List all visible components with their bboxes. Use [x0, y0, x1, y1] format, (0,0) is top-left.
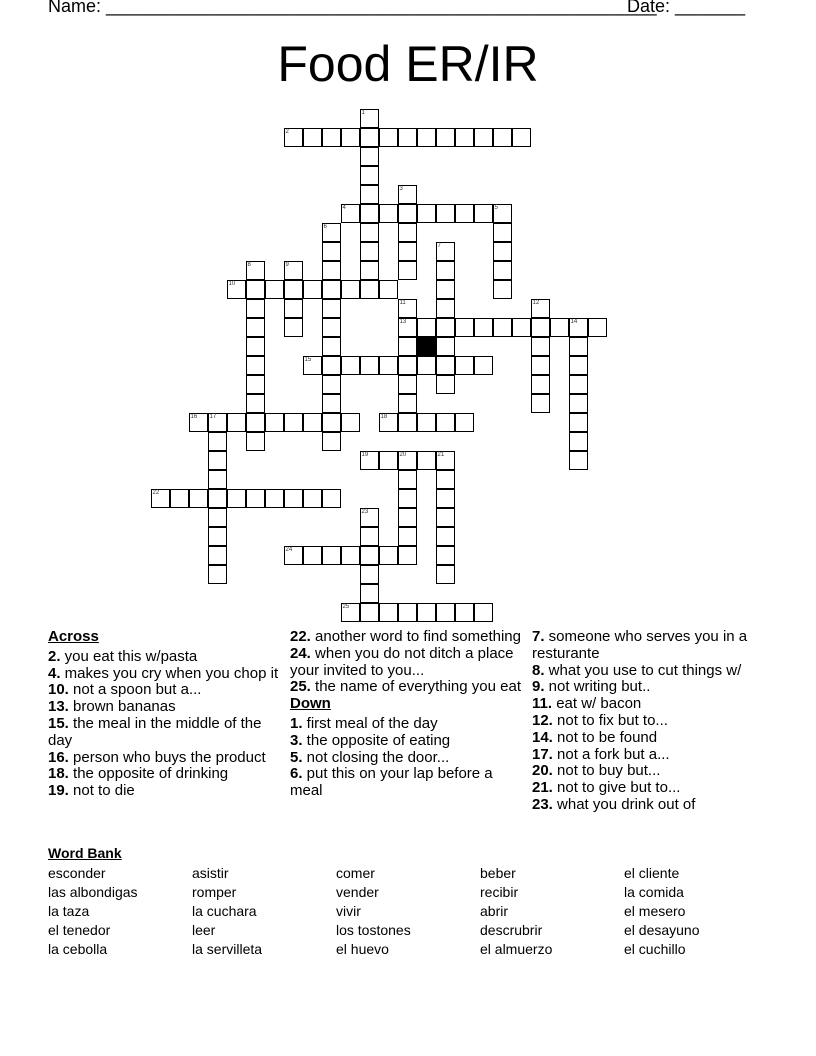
crossword-cell[interactable]	[322, 242, 341, 261]
crossword-cell[interactable]	[208, 489, 227, 508]
crossword-cell[interactable]	[398, 223, 417, 242]
crossword-cell[interactable]	[493, 242, 512, 261]
crossword-cell[interactable]	[284, 128, 303, 147]
crossword-cell[interactable]	[550, 318, 569, 337]
crossword-cell[interactable]	[341, 204, 360, 223]
cell-number: 2	[285, 128, 289, 135]
crossword-cell[interactable]	[379, 356, 398, 375]
crossword-cell[interactable]	[322, 318, 341, 337]
crossword-cell[interactable]	[322, 413, 341, 432]
crossword-cell[interactable]	[417, 603, 436, 622]
cell-number: 16	[190, 413, 198, 420]
clue-across-24: 24. when you do not ditch a place your invited to you...	[290, 644, 514, 679]
crossword-cell[interactable]	[284, 413, 303, 432]
cell-number: 23	[361, 508, 369, 515]
word-bank-column-3	[336, 864, 411, 959]
crossword-cell[interactable]	[493, 261, 512, 280]
crossword-cell[interactable]	[417, 318, 436, 337]
cell-number: 25	[342, 603, 350, 610]
cell-number: 13	[399, 318, 407, 325]
word-bank-item: el almuerzo	[480, 941, 553, 957]
crossword-cell[interactable]	[322, 489, 341, 508]
crossword-cell[interactable]	[398, 318, 417, 337]
word-bank-item: vender	[336, 884, 379, 900]
crossword-cell[interactable]	[246, 261, 265, 280]
word-bank-item: leer	[192, 922, 216, 938]
crossword-cell[interactable]	[436, 375, 455, 394]
crossword-cell[interactable]	[512, 128, 531, 147]
crossword-cell[interactable]	[246, 394, 265, 413]
crossword-cell[interactable]	[303, 128, 322, 147]
crossword-cell[interactable]	[436, 299, 455, 318]
crossword-cell[interactable]	[398, 451, 417, 470]
crossword-cell[interactable]	[284, 280, 303, 299]
clue-across-13: 13. brown bananas	[48, 698, 176, 716]
word-bank-item: el cliente	[624, 865, 680, 881]
cell-number: 8	[247, 261, 251, 268]
crossword-cell[interactable]	[379, 546, 398, 565]
crossword-cell[interactable]	[322, 261, 341, 280]
clue-across-16: 16. person who buys the product	[48, 748, 266, 766]
word-bank-item: la servilleta	[192, 941, 263, 957]
crossword-cell[interactable]	[360, 527, 379, 546]
word-bank-item: abrir	[480, 903, 509, 919]
crossword-cell[interactable]	[398, 128, 417, 147]
word-bank-item: romper	[192, 884, 237, 900]
crossword-cell[interactable]	[227, 413, 246, 432]
crossword-cell[interactable]	[398, 356, 417, 375]
across-heading: Across	[48, 628, 99, 645]
crossword-cell[interactable]	[436, 242, 455, 261]
crossword-cell[interactable]	[455, 603, 474, 622]
date-field-label[interactable]: Date: _______	[627, 0, 746, 16]
crossword-cell[interactable]	[436, 565, 455, 584]
crossword-cell[interactable]	[208, 470, 227, 489]
cell-number: 18	[380, 413, 388, 420]
crossword-cell[interactable]	[398, 375, 417, 394]
crossword-cell[interactable]	[436, 470, 455, 489]
clue-down-17: 17. not a fork but a...	[532, 745, 670, 763]
crossword-cell[interactable]	[246, 318, 265, 337]
cell-number: 11	[399, 299, 406, 306]
crossword-cell[interactable]	[360, 565, 379, 584]
crossword-cell[interactable]	[360, 166, 379, 185]
crossword-cell[interactable]	[436, 318, 455, 337]
cell-number: 6	[323, 223, 327, 230]
crossword-cell[interactable]	[417, 204, 436, 223]
cell-number: 17	[209, 413, 217, 420]
crossword-cell[interactable]	[569, 413, 588, 432]
down-heading: Down	[290, 695, 331, 713]
crossword-cell[interactable]	[208, 451, 227, 470]
crossword-cell[interactable]	[569, 356, 588, 375]
crossword-cell[interactable]	[322, 223, 341, 242]
crossword-cell[interactable]	[493, 128, 512, 147]
crossword-cell[interactable]	[208, 565, 227, 584]
clues-column-3	[532, 629, 764, 814]
clue-down-20: 20. not to buy but...	[532, 762, 661, 780]
clue-across-10: 10. not a spoon but a...	[48, 681, 202, 699]
crossword-cell[interactable]	[569, 432, 588, 451]
crossword-cell[interactable]	[455, 128, 474, 147]
crossword-cell[interactable]	[398, 394, 417, 413]
crossword-cell[interactable]	[398, 261, 417, 280]
crossword-cell[interactable]	[436, 128, 455, 147]
crossword-cell[interactable]	[436, 603, 455, 622]
crossword-cell[interactable]	[531, 375, 550, 394]
word-bank-item: asistir	[192, 865, 229, 881]
clue-across-25: 25. the name of everything you eat	[290, 678, 521, 696]
crossword-cell[interactable]	[322, 299, 341, 318]
crossword-cell[interactable]	[379, 451, 398, 470]
crossword-cell[interactable]	[303, 413, 322, 432]
crossword-cell[interactable]	[322, 280, 341, 299]
crossword-cell[interactable]	[436, 508, 455, 527]
cell-number: 10	[228, 280, 236, 287]
cell-number: 21	[437, 451, 445, 458]
crossword-cell[interactable]	[417, 413, 436, 432]
cell-number: 24	[285, 546, 293, 553]
crossword-cell[interactable]	[436, 204, 455, 223]
clue-down-3: 3. the opposite of eating	[290, 731, 451, 749]
cell-number: 7	[437, 242, 441, 249]
crossword-cell[interactable]	[246, 413, 265, 432]
clue-down-23: 23. what you drink out of	[532, 795, 696, 813]
crossword-cell[interactable]	[398, 413, 417, 432]
crossword-cell[interactable]	[284, 261, 303, 280]
crossword-cell[interactable]	[588, 318, 607, 337]
crossword-cell[interactable]	[322, 337, 341, 356]
clue-down-21: 21. not to give but to...	[532, 779, 681, 797]
crossword-cell[interactable]	[436, 546, 455, 565]
crossword-cell[interactable]	[360, 603, 379, 622]
crossword-cell[interactable]	[569, 318, 588, 337]
cell-number: 1	[361, 109, 365, 116]
crossword-cell[interactable]	[189, 489, 208, 508]
crossword-cell[interactable]	[284, 489, 303, 508]
crossword-cell[interactable]	[360, 204, 379, 223]
crossword-cell[interactable]	[417, 356, 436, 375]
crossword-cell[interactable]	[531, 356, 550, 375]
crossword-cell[interactable]	[379, 280, 398, 299]
crossword-cell[interactable]	[151, 489, 170, 508]
crossword-cell[interactable]	[208, 413, 227, 432]
crossword-cell[interactable]	[246, 337, 265, 356]
cell-number: 22	[152, 489, 160, 496]
crossword-cell[interactable]	[436, 489, 455, 508]
crossword-cell[interactable]	[322, 375, 341, 394]
crossword-cell[interactable]	[436, 280, 455, 299]
crossword-cell[interactable]	[436, 451, 455, 470]
crossword-cell[interactable]	[341, 356, 360, 375]
crossword-cell[interactable]	[398, 603, 417, 622]
clue-down-9: 9. not writing but..	[532, 678, 651, 696]
crossword-cell[interactable]	[398, 299, 417, 318]
crossword-cell[interactable]	[474, 128, 493, 147]
clue-across-22: 22. another word to find something	[290, 628, 521, 645]
word-bank-column-5	[624, 864, 700, 959]
word-bank-column-1	[48, 864, 138, 959]
name-field-label[interactable]: Name: _______________________________________________________	[48, 0, 657, 16]
word-bank-item: el desayuno	[624, 922, 700, 938]
clue-down-6: 6. put this on your lap before a meal	[290, 765, 493, 800]
crossword-cell[interactable]	[341, 280, 360, 299]
word-bank-item: el huevo	[336, 941, 389, 957]
crossword-cell[interactable]	[360, 546, 379, 565]
crossword-cell[interactable]	[398, 185, 417, 204]
crossword-cell[interactable]	[303, 489, 322, 508]
crossword-cell[interactable]	[493, 204, 512, 223]
crossword-cell[interactable]	[455, 356, 474, 375]
word-bank-item: el tenedor	[48, 922, 111, 938]
word-bank-column-2	[192, 864, 262, 959]
crossword-cell[interactable]	[436, 356, 455, 375]
crossword-cell[interactable]	[246, 356, 265, 375]
crossword-cell[interactable]	[208, 546, 227, 565]
crossword-cell[interactable]	[398, 242, 417, 261]
crossword-cell[interactable]	[208, 527, 227, 546]
crossword-cell[interactable]	[398, 337, 417, 356]
crossword-cell[interactable]	[436, 527, 455, 546]
crossword-cell[interactable]	[170, 489, 189, 508]
crossword-cell[interactable]	[360, 261, 379, 280]
crossword-cell[interactable]	[531, 394, 550, 413]
word-bank-item: vivir	[336, 903, 361, 919]
crossword-cell[interactable]	[360, 242, 379, 261]
clue-across-2: 2. you eat this w/pasta	[48, 647, 198, 665]
clue-across-18: 18. the opposite of drinking	[48, 765, 229, 783]
crossword-cell[interactable]	[360, 356, 379, 375]
crossword-cell[interactable]	[208, 432, 227, 451]
crossword-cell[interactable]	[246, 280, 265, 299]
word-bank-item: beber	[480, 865, 516, 881]
crossword-cell[interactable]	[474, 204, 493, 223]
crossword-cell[interactable]	[322, 394, 341, 413]
clue-down-14: 14. not to be found	[532, 728, 658, 746]
crossword-cell[interactable]	[360, 280, 379, 299]
crossword-cell[interactable]	[569, 451, 588, 470]
crossword-cell[interactable]	[569, 394, 588, 413]
crossword-cell[interactable]	[398, 527, 417, 546]
crossword-cell[interactable]	[455, 413, 474, 432]
crossword-cell[interactable]	[360, 109, 379, 128]
crossword-cell[interactable]	[493, 318, 512, 337]
crossword-cell[interactable]	[322, 356, 341, 375]
clue-down-8: 8. what you use to cut things w/	[532, 661, 742, 679]
crossword-cell[interactable]	[246, 489, 265, 508]
crossword-cell[interactable]	[208, 508, 227, 527]
crossword-cell[interactable]	[284, 318, 303, 337]
cell-number: 20	[399, 451, 407, 458]
cell-number: 12	[532, 299, 540, 306]
word-bank-item: esconder	[48, 865, 106, 881]
crossword-cell[interactable]	[379, 128, 398, 147]
crossword-cell[interactable]	[265, 489, 284, 508]
crossword-cell[interactable]	[436, 337, 455, 356]
crossword-cell[interactable]	[227, 489, 246, 508]
crossword-cell[interactable]	[284, 299, 303, 318]
crossword-cell[interactable]	[341, 128, 360, 147]
crossword-cell[interactable]	[436, 413, 455, 432]
crossword-cell[interactable]	[303, 280, 322, 299]
crossword-cell[interactable]	[569, 375, 588, 394]
word-bank-item: la cuchara	[192, 903, 257, 919]
crossword-cell[interactable]	[398, 470, 417, 489]
crossword-cell[interactable]	[512, 318, 531, 337]
crossword-cell[interactable]	[417, 451, 436, 470]
crossword-cell[interactable]	[303, 356, 322, 375]
clue-down-5: 5. not closing the door...	[290, 748, 450, 766]
crossword-cell[interactable]	[455, 318, 474, 337]
crossword-cell[interactable]	[379, 204, 398, 223]
crossword-cell[interactable]	[379, 603, 398, 622]
crossword-cell[interactable]	[265, 413, 284, 432]
crossword-cell[interactable]	[303, 546, 322, 565]
clue-down-12: 12. not to fix but to...	[532, 711, 668, 729]
clue-down-1: 1. first meal of the day	[290, 714, 438, 732]
word-bank-title: Word Bank	[48, 845, 122, 861]
cell-number: 15	[304, 356, 312, 363]
word-bank-item: recibir	[480, 884, 519, 900]
crossword-cell[interactable]	[474, 318, 493, 337]
crossword-cell[interactable]	[360, 223, 379, 242]
crossword-cell[interactable]	[379, 413, 398, 432]
crossword-cell[interactable]	[284, 546, 303, 565]
crossword-cell[interactable]	[360, 185, 379, 204]
word-bank-item: las albondigas	[48, 884, 138, 900]
crossword-cell[interactable]	[569, 337, 588, 356]
crossword-cell[interactable]	[246, 299, 265, 318]
crossword-cell[interactable]	[398, 489, 417, 508]
word-bank-item: descrubrir	[480, 922, 543, 938]
cell-number: 5	[494, 204, 498, 211]
crossword-cell[interactable]	[531, 299, 550, 318]
crossword-cell[interactable]	[455, 204, 474, 223]
clue-across-15: 15. the meal in the middle of the day	[48, 714, 262, 749]
word-bank-item: la comida	[624, 884, 684, 900]
crossword-cell[interactable]	[227, 280, 246, 299]
crossword-cell[interactable]	[341, 546, 360, 565]
cell-number: 19	[361, 451, 369, 458]
crossword-cell[interactable]	[417, 128, 436, 147]
clues-column-1	[48, 629, 280, 800]
crossword-cell[interactable]	[531, 318, 550, 337]
crossword-cell[interactable]	[398, 204, 417, 223]
crossword-cell[interactable]	[398, 546, 417, 565]
word-bank-column-4	[480, 864, 552, 959]
word-bank-item: el mesero	[624, 903, 686, 919]
crossword-cell[interactable]	[360, 451, 379, 470]
cell-number: 3	[399, 185, 403, 192]
crossword-block-cell	[417, 337, 436, 356]
crossword-cell[interactable]	[474, 603, 493, 622]
crossword-cell[interactable]	[493, 280, 512, 299]
crossword-cell[interactable]	[341, 413, 360, 432]
crossword-cell[interactable]	[322, 128, 341, 147]
word-bank-item: el cuchillo	[624, 941, 686, 957]
word-bank-item: la cebolla	[48, 941, 108, 957]
crossword-cell[interactable]	[360, 128, 379, 147]
word-bank-item: comer	[336, 865, 375, 881]
crossword-cell[interactable]	[189, 413, 208, 432]
crossword-cell[interactable]	[493, 223, 512, 242]
clues-column-2	[290, 629, 522, 800]
cell-number: 9	[285, 261, 289, 268]
cell-number: 14	[570, 318, 578, 325]
clue-down-7: 7. someone who serves you in a resturante	[532, 628, 748, 662]
cell-number: 4	[342, 204, 346, 211]
clue-across-4: 4. makes you cry when you chop it	[48, 664, 279, 682]
word-bank-item: la taza	[48, 903, 90, 919]
crossword-cell[interactable]	[360, 584, 379, 603]
crossword-cell[interactable]	[360, 508, 379, 527]
crossword-cell[interactable]	[398, 508, 417, 527]
crossword-cell[interactable]	[246, 432, 265, 451]
page-title: Food ER/IR	[277, 36, 539, 92]
crossword-cell[interactable]	[246, 375, 265, 394]
crossword-cell[interactable]	[436, 261, 455, 280]
clue-down-11: 11. eat w/ bacon	[532, 695, 642, 713]
crossword-cell[interactable]	[531, 337, 550, 356]
crossword-cell[interactable]	[341, 603, 360, 622]
crossword-cell[interactable]	[322, 432, 341, 451]
word-bank-item: los tostones	[336, 922, 411, 938]
crossword-cell[interactable]	[322, 546, 341, 565]
crossword-cell[interactable]	[265, 280, 284, 299]
crossword-cell[interactable]	[474, 356, 493, 375]
crossword-cell[interactable]	[360, 147, 379, 166]
clue-across-19: 19. not to die	[48, 782, 135, 800]
